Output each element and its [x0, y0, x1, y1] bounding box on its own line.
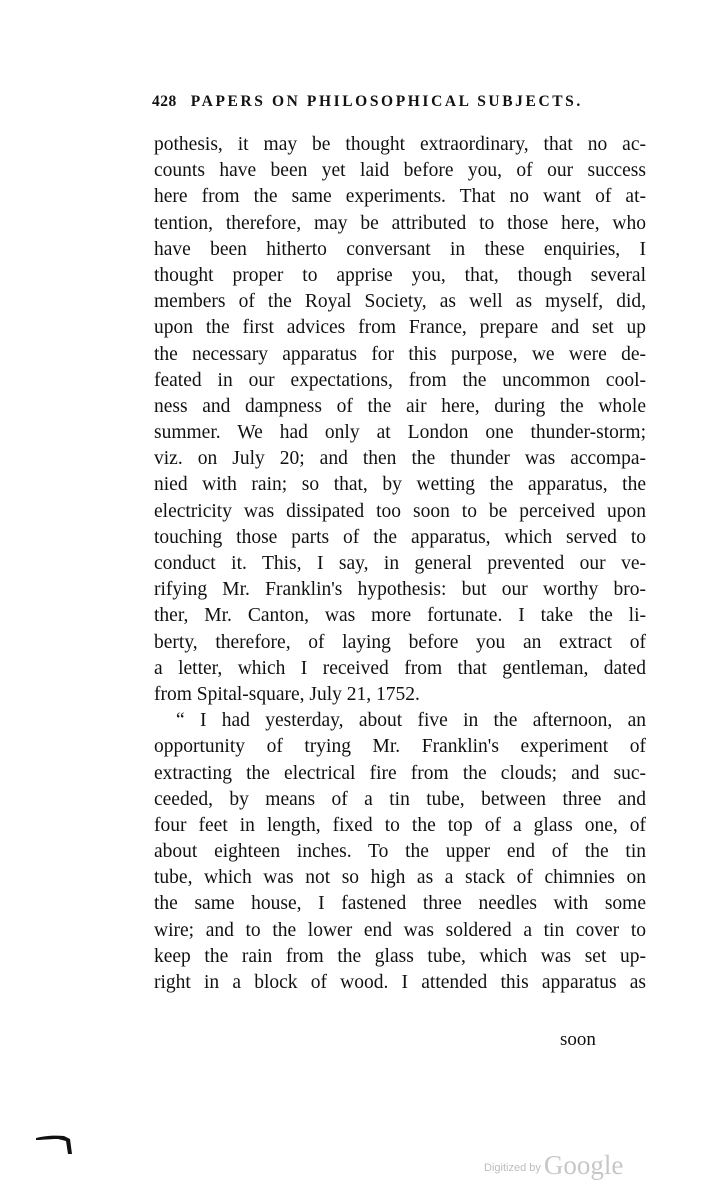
text-line: tube, which was not so high as a stack of chimnies on	[154, 867, 646, 889]
text-line: keep the rain from the glass tube, which was set up-	[154, 945, 646, 967]
text-line: ther, Mr. Canton, was more fortunate. I take the li-	[154, 605, 646, 627]
text-line: electricity was dissipated too soon to be perceived upon	[154, 500, 646, 522]
text-line: counts have been yet laid before you, of our success	[154, 160, 646, 182]
watermark-prefix: Digitized by	[484, 1162, 541, 1174]
text-line: the necessary apparatus for this purpose, we were de-	[154, 343, 646, 365]
text-line: tention, therefore, may be attributed to those here, who	[154, 212, 646, 234]
text-line: nied with rain; so that, by wetting the apparatus, the	[154, 474, 646, 496]
running-header	[152, 90, 652, 114]
page-number: 428	[152, 93, 177, 110]
margin-mark-icon	[34, 1130, 84, 1156]
watermark-brand: Google	[543, 1150, 624, 1180]
text-line: extracting the electrical fire from the clouds; and suc-	[154, 762, 646, 784]
text-line: thought proper to apprise you, that, though several	[154, 264, 646, 286]
page-body-text	[154, 132, 646, 996]
text-line: pothesis, it may be thought extraordinary, that no ac-	[154, 134, 646, 155]
text-line: feated in our expectations, from the uncommon cool-	[154, 369, 646, 391]
text-line: touching those parts of the apparatus, which served to	[154, 526, 646, 548]
text-line: have been hitherto conversant in these enquiries, I	[154, 238, 646, 260]
text-line: viz. on July 20; and then the thunder was accompa-	[154, 448, 646, 470]
text-line: ceeded, by means of a tin tube, between three and	[154, 788, 646, 810]
text-line: from Spital-square, July 21, 1752.	[154, 683, 420, 705]
text-line: right in a block of wood. I attended this apparatus as	[154, 972, 646, 993]
text-line: wire; and to the lower end was soldered a tin cover to	[154, 919, 646, 941]
digitized-watermark	[484, 1150, 623, 1181]
text-line: summer. We had only at London one thunder-storm;	[154, 422, 646, 444]
text-line: opportunity of trying Mr. Franklin's experiment of	[154, 736, 646, 758]
running-title: PAPERS ON PHILOSOPHICAL SUBJECTS.	[190, 93, 583, 110]
text-line: the same house, I fastened three needles with some	[154, 893, 646, 915]
text-line: members of the Royal Society, as well as myself, did,	[154, 291, 646, 313]
catchword: soon	[560, 1029, 596, 1050]
text-line: upon the first advices from France, prepare and set up	[154, 317, 646, 339]
text-line: conduct it. This, I say, in general prevented our ve-	[154, 553, 646, 574]
text-line: about eighteen inches. To the upper end of the tin	[154, 841, 646, 863]
text-line: here from the same experiments. That no want of at-	[154, 186, 646, 208]
text-line: four feet in length, fixed to the top of a glass one, of	[154, 814, 646, 836]
text-line: rifying Mr. Franklin's hypothesis: but our worthy bro-	[154, 579, 646, 601]
text-line: ness and dampness of the air here, during the whole	[154, 395, 646, 417]
text-line: a letter, which I received from that gentleman, dated	[154, 657, 646, 679]
text-line: berty, therefore, of laying before you an extract of	[154, 631, 646, 653]
text-line: “ I had yesterday, about five in the afternoon, an	[176, 710, 646, 732]
